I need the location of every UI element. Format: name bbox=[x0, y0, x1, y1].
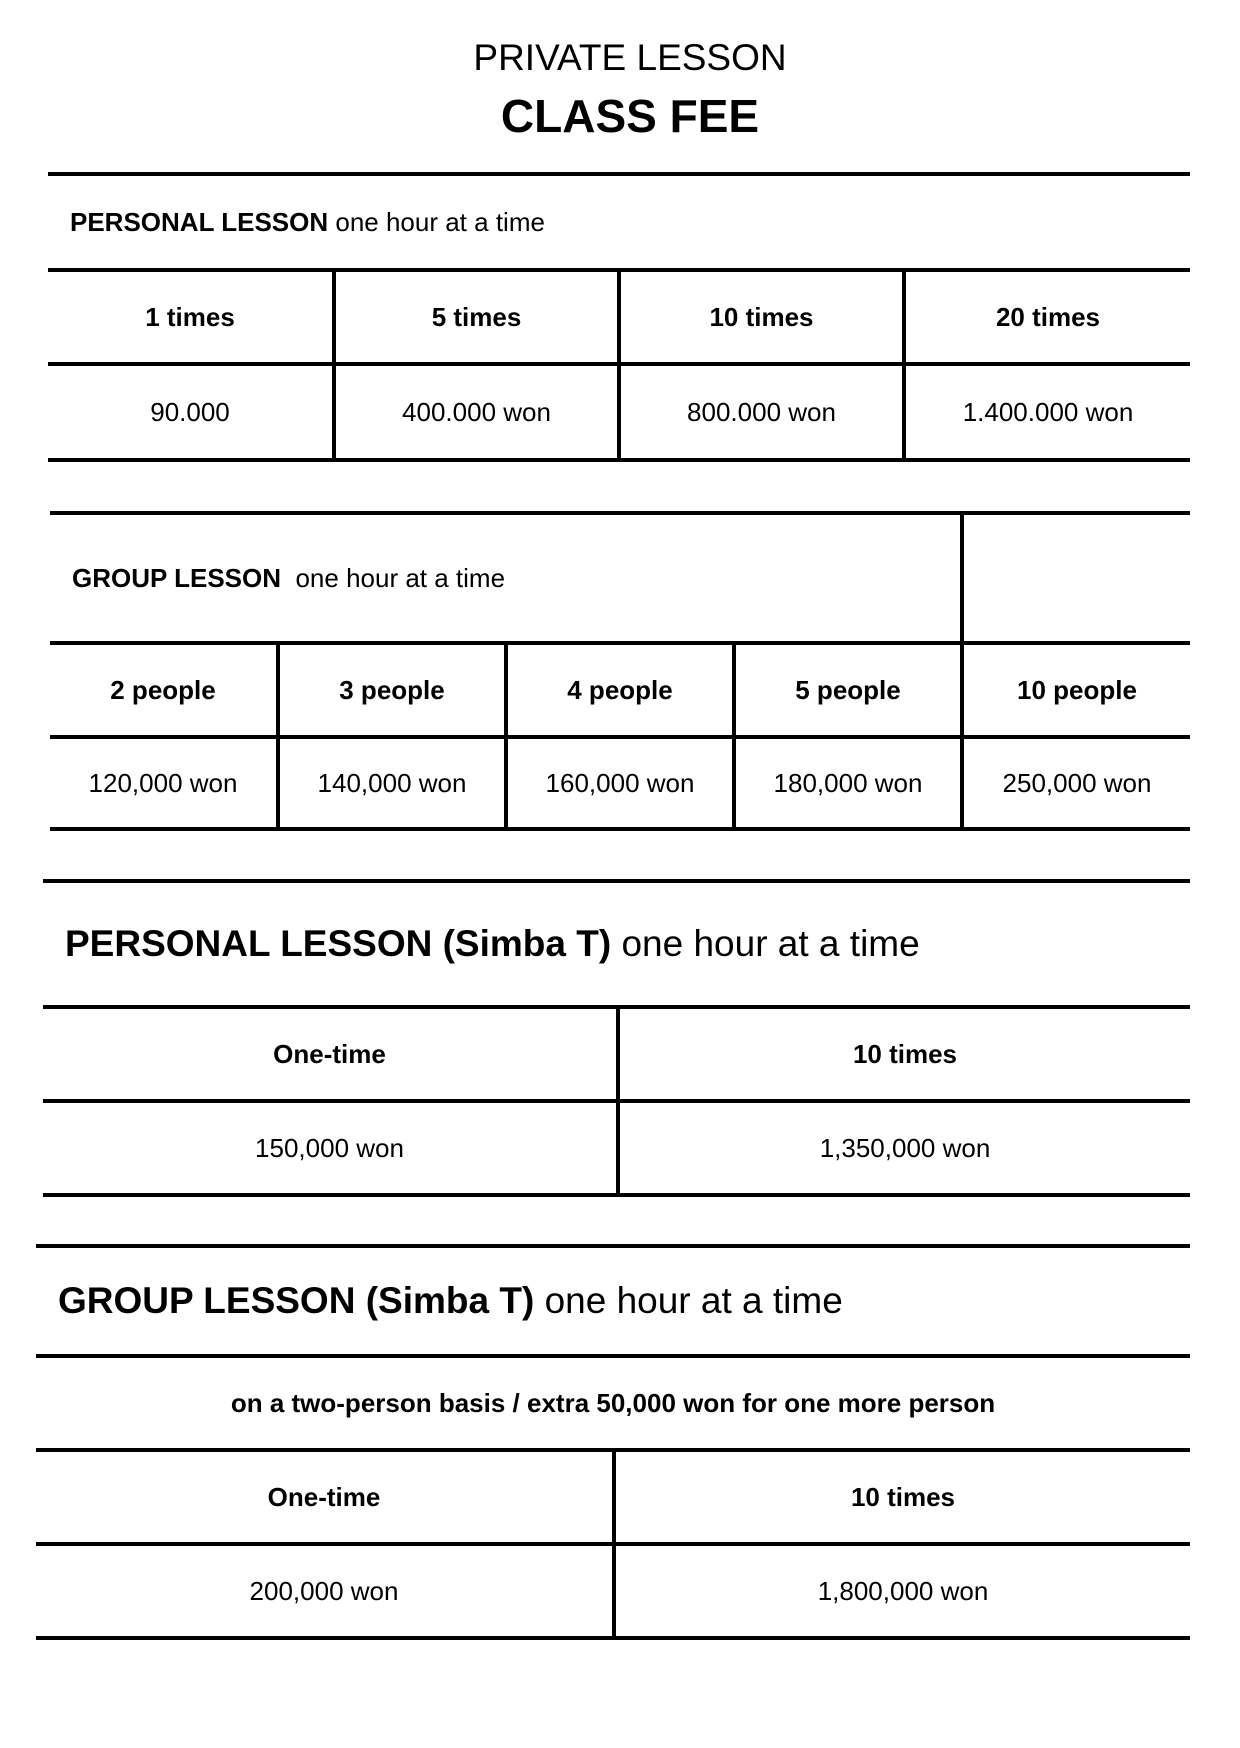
group-value-3: 140,000 won bbox=[317, 767, 467, 798]
group-value-4: 160,000 won bbox=[545, 767, 695, 798]
personal-simba-header-10: 10 times bbox=[852, 1038, 958, 1069]
personal-lesson-table bbox=[48, 172, 1190, 464]
personal-lesson-title-bold: PERSONAL LESSON bbox=[70, 206, 329, 237]
personal-simba-header-one-time: One-time bbox=[273, 1038, 386, 1069]
personal-simba-title-bold: PERSONAL LESSON (Simba T) bbox=[65, 923, 612, 964]
group-header-2: 2 people bbox=[110, 674, 216, 705]
group-header-5: 5 people bbox=[795, 674, 901, 705]
personal-lesson-title bbox=[70, 176, 545, 268]
personal-simba-title-rest: one hour at a time bbox=[621, 923, 920, 964]
group-header-4: 4 people bbox=[567, 674, 673, 705]
group-simba-value-10: 1,800,000 won bbox=[817, 1575, 989, 1606]
group-simba-title-rest: one hour at a time bbox=[544, 1280, 843, 1321]
group-simba-title bbox=[58, 1248, 843, 1354]
personal-value-5: 400.000 won bbox=[402, 396, 551, 427]
personal-header-20: 20 times bbox=[995, 301, 1101, 332]
group-value-2: 120,000 won bbox=[88, 767, 238, 798]
group-lesson-title-bold: GROUP LESSON bbox=[72, 562, 282, 593]
header-line1: PRIVATE LESSON bbox=[473, 37, 787, 78]
group-simba-title-bold: GROUP LESSON (Simba T) bbox=[58, 1280, 535, 1321]
group-simba-header-10: 10 times bbox=[850, 1481, 956, 1512]
personal-simba-table bbox=[43, 879, 1190, 1201]
personal-header-5: 5 times bbox=[431, 301, 522, 332]
personal-value-1: 90.000 bbox=[150, 396, 230, 427]
personal-header-1: 1 times bbox=[145, 301, 235, 332]
group-value-5: 180,000 won bbox=[773, 767, 923, 798]
group-value-10: 250,000 won bbox=[1002, 767, 1152, 798]
group-lesson-title-rest: one hour at a time bbox=[295, 562, 506, 593]
personal-simba-value-10: 1,350,000 won bbox=[819, 1132, 991, 1163]
group-lesson-table bbox=[50, 511, 1190, 833]
group-simba-value-one-time: 200,000 won bbox=[249, 1575, 399, 1606]
page-title: CLASS FEE bbox=[500, 90, 760, 142]
group-simba-note: on a two-person basis / extra 50,000 won for one more person bbox=[230, 1387, 996, 1418]
personal-value-10: 800.000 won bbox=[687, 396, 836, 427]
personal-header-10: 10 times bbox=[709, 301, 814, 332]
group-simba-table bbox=[36, 1244, 1190, 1656]
rule bbox=[50, 827, 1190, 831]
personal-simba-value-one-time: 150,000 won bbox=[255, 1132, 404, 1163]
group-lesson-title bbox=[72, 515, 505, 641]
personal-simba-title bbox=[65, 883, 920, 1005]
personal-value-20: 1.400.000 won bbox=[962, 396, 1134, 427]
group-header-3: 3 people bbox=[339, 674, 445, 705]
group-simba-header-one-time: One-time bbox=[267, 1481, 381, 1512]
group-header-10: 10 people bbox=[1017, 674, 1137, 705]
personal-lesson-title-rest: one hour at a time bbox=[335, 206, 545, 237]
